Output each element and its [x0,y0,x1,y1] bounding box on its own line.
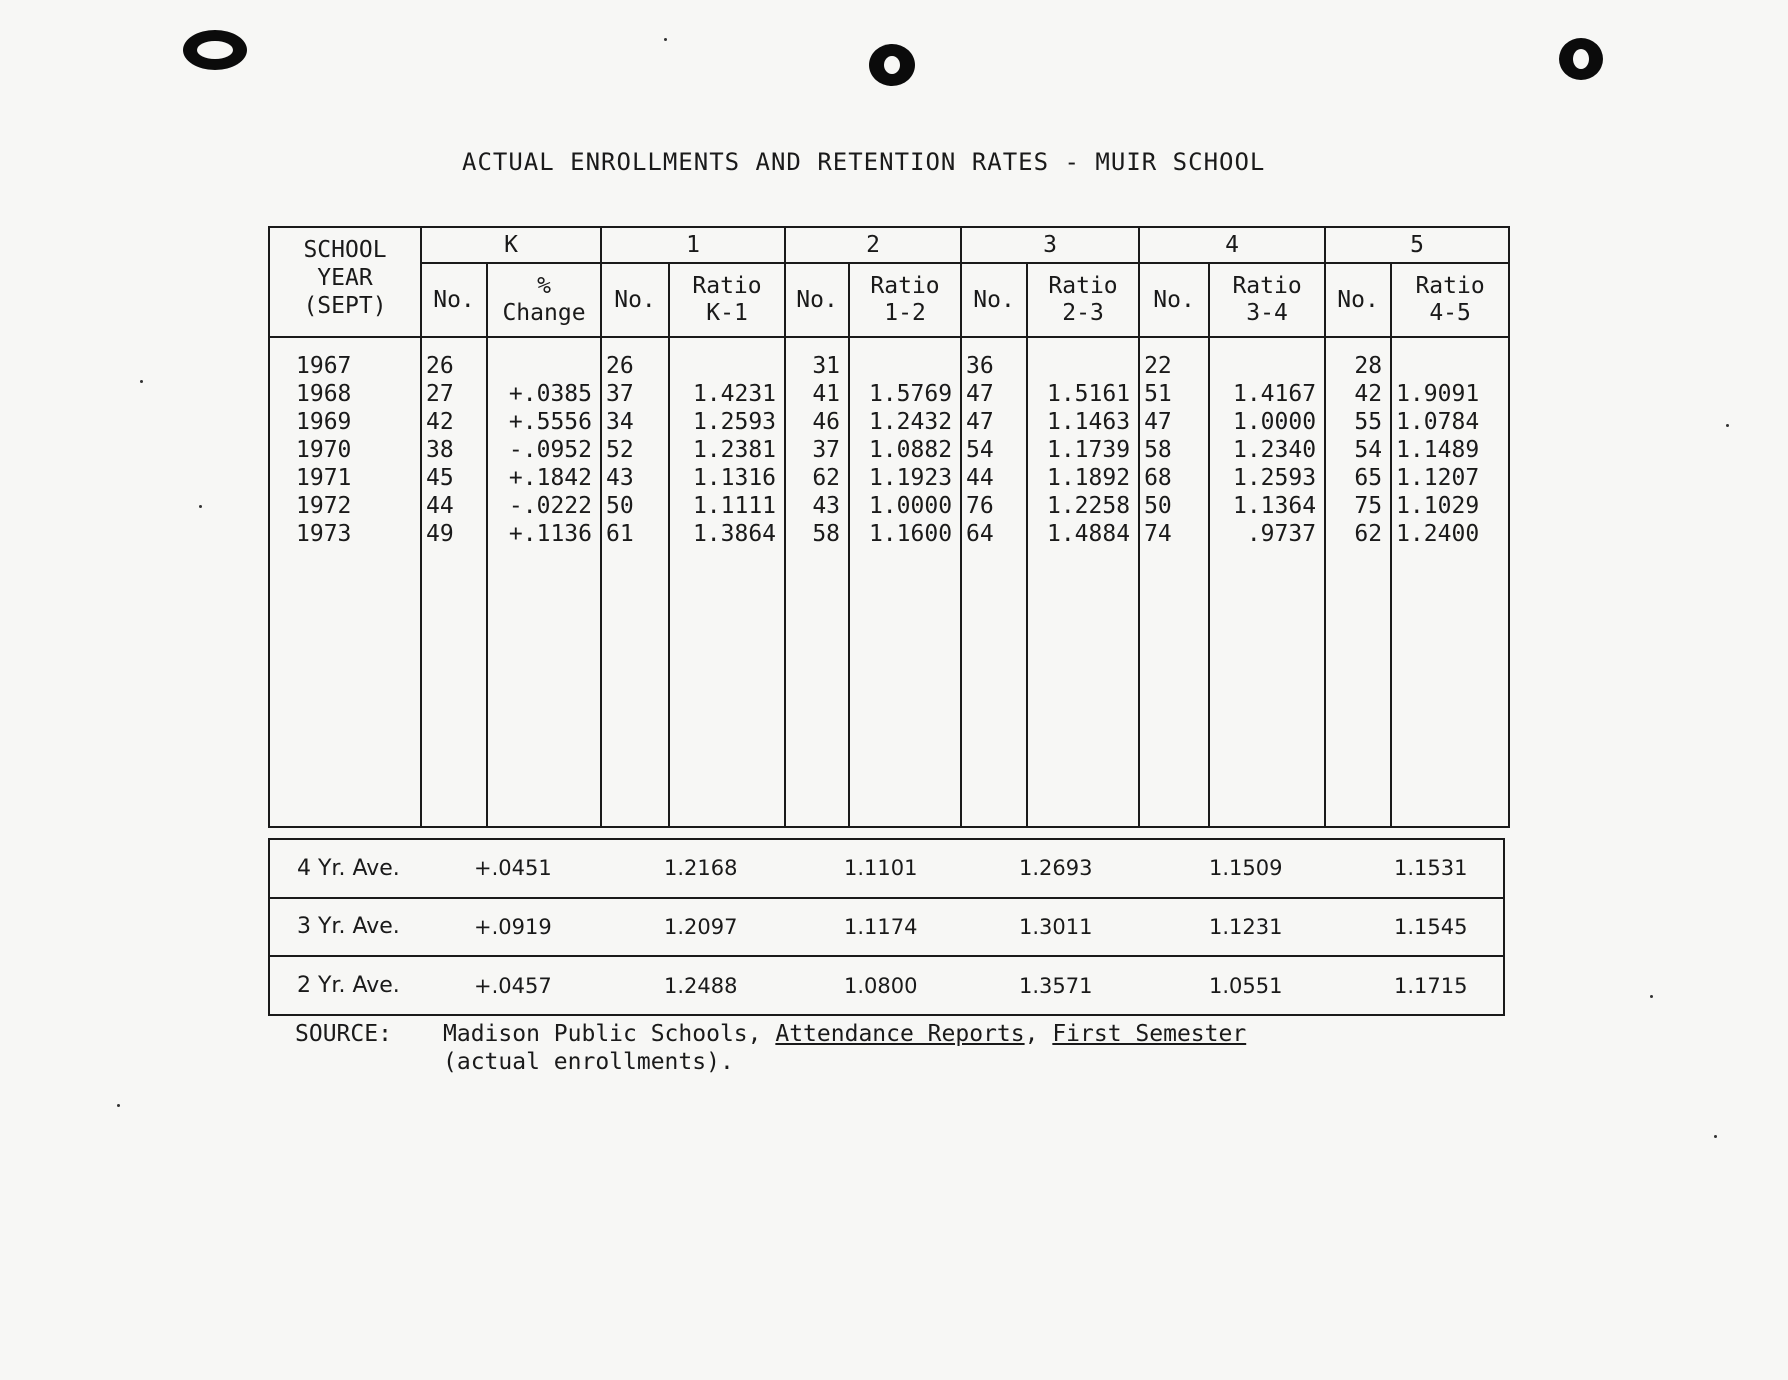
source-semester: First Semester [1052,1021,1247,1047]
table-cell: .9737 [1246,521,1317,547]
school-year-header: SCHOOL YEAR (SEPT) [269,227,421,337]
table-cell: 34 [606,409,634,435]
table-cell: 44 [426,493,454,519]
table-cell [1028,352,1130,380]
table-cell: 36 [966,353,994,379]
k-no-header: No. [421,263,487,337]
table-cell [670,352,776,380]
table-cell: 1.1600 [868,521,953,547]
table-cell: 64 [966,521,994,547]
table-cell: 75 [1354,493,1383,519]
table-cell: 37 [812,437,841,463]
table-cell: 55 [1354,409,1383,435]
average-value: 1.3011 [1019,898,1209,957]
table-cell: -.0222 [508,493,593,519]
table-cell: 1.4167 [1232,381,1317,407]
punch-hole-middle [869,44,915,86]
table-cell: 46 [812,409,841,435]
table-cell: 1973 [296,521,352,547]
k-no-column [421,337,487,827]
grade-2-header: 2 [785,227,961,263]
average-value: 1.1531 [1394,839,1504,898]
table-cell: 1.0000 [868,493,953,519]
g4-no-column [1139,337,1209,827]
page-title: ACTUAL ENROLLMENTS AND RETENTION RATES - MUIR SCHOOL [462,148,1266,176]
year-column [269,337,421,827]
average-label: 2 Yr. Ave. [269,956,474,1015]
column-header-row [269,263,1509,337]
table-cell: +.5556 [508,409,593,435]
average-value: 1.2168 [664,839,844,898]
averages-table [268,838,1505,1016]
table-cell: 51 [1144,381,1172,407]
table-cell: 1969 [296,409,352,435]
average-row [269,956,1504,1015]
table-cell: 1968 [296,381,352,407]
average-row [269,898,1504,957]
punch-hole-right [1559,38,1603,80]
ratio-34-column [1209,337,1325,827]
table-cell: 68 [1144,465,1172,491]
table-cell: +.1136 [508,521,593,547]
enrollment-table [268,226,1510,828]
table-body-row [269,337,1509,827]
table-cell: 1.1892 [1046,465,1131,491]
punch-hole-left [183,30,247,70]
grade-4-header: 4 [1139,227,1325,263]
table-cell: 42 [426,409,454,435]
table-cell: 1967 [296,353,352,379]
table-cell: 1.1463 [1046,409,1131,435]
ratio-45-header: Ratio 4-5 [1391,263,1509,337]
average-value: +.0451 [474,839,664,898]
g5-no-header: No. [1325,263,1391,337]
g1-no-header: No. [601,263,669,337]
table-cell: +.0385 [508,381,593,407]
table-cell: 1.2400 [1396,521,1480,547]
table-cell: 1.2593 [1232,465,1317,491]
average-value: 1.2488 [664,956,844,1015]
table-cell: 1.2340 [1232,437,1317,463]
table-cell: 26 [426,353,454,379]
table-cell: 47 [1144,409,1172,435]
average-value: +.0457 [474,956,664,1015]
table-cell: 37 [606,381,634,407]
table-cell: 1.3864 [692,521,777,547]
scan-speck [199,505,202,508]
table-cell: 38 [426,437,454,463]
g3-no-header: No. [961,263,1027,337]
table-cell: 1.5769 [868,381,953,407]
table-cell: 1.1207 [1396,465,1480,491]
ratio-12-header: Ratio 1-2 [849,263,961,337]
table-cell: 1.1923 [868,465,953,491]
table-cell: 62 [812,465,841,491]
ratio-23-header: Ratio 2-3 [1027,263,1139,337]
table-cell: 58 [812,521,841,547]
average-value: 1.1174 [844,898,1019,957]
table-cell: 58 [1144,437,1172,463]
grade-3-header: 3 [961,227,1139,263]
g5-no-column [1325,337,1391,827]
ratio-45-column [1391,337,1509,827]
average-label: 3 Yr. Ave. [269,898,474,957]
scan-speck [1650,995,1653,998]
table-cell: 54 [1354,437,1383,463]
source-line-2: (actual enrollments). [443,1049,734,1075]
table-cell: +.1842 [508,465,593,491]
table-cell: 74 [1144,521,1172,547]
table-cell: 1.2432 [868,409,953,435]
table-cell: 1.1489 [1396,437,1480,463]
scan-speck [1726,424,1729,427]
ratio-34-header: Ratio 3-4 [1209,263,1325,337]
grade-k-header: K [421,227,601,263]
table-cell: 1.2381 [692,437,777,463]
average-value: 1.1545 [1394,898,1504,957]
table-cell: 50 [1144,493,1172,519]
ratio-k1-column [669,337,785,827]
ratio-k1-header: Ratio K-1 [669,263,785,337]
table-cell: 54 [966,437,994,463]
g2-no-header: No. [785,263,849,337]
grade-5-header: 5 [1325,227,1509,263]
table-cell: 43 [812,493,841,519]
table-cell [488,352,592,380]
average-value: 1.1509 [1209,839,1394,898]
table-cell: 1970 [296,437,352,463]
table-cell: 44 [966,465,994,491]
table-cell: 1.0784 [1396,409,1480,435]
table-cell: 1.5161 [1046,381,1131,407]
table-cell: 1.0882 [868,437,953,463]
table-cell: 1.1111 [692,493,777,519]
k-pct-change-column [487,337,601,827]
g2-no-column [785,337,849,827]
table-cell: 1.1316 [692,465,777,491]
g3-no-column [961,337,1027,827]
table-cell [850,352,952,380]
average-value: 1.2693 [1019,839,1209,898]
table-cell: 1.2258 [1046,493,1131,519]
table-cell: 42 [1354,381,1383,407]
table-cell: 1.0000 [1232,409,1317,435]
table-cell: 50 [606,493,634,519]
table-cell: 76 [966,493,994,519]
table-cell: 1.1364 [1232,493,1317,519]
table-cell: 22 [1144,353,1172,379]
source-note [295,1020,1246,1076]
scan-speck [117,1104,120,1107]
average-value: 1.2097 [664,898,844,957]
table-cell: -.0952 [508,437,593,463]
k-pct-change-header: % Change [487,263,601,337]
average-row [269,839,1504,898]
table-cell: 26 [606,353,634,379]
table-cell: 27 [426,381,454,407]
table-cell: 47 [966,381,994,407]
table-cell: 1971 [296,465,352,491]
table-cell: 49 [426,521,454,547]
scan-speck [140,380,143,383]
average-value: 1.0800 [844,956,1019,1015]
table-cell: 1.1029 [1396,493,1480,519]
table-cell: 1.9091 [1396,381,1480,407]
scan-speck [1714,1135,1717,1138]
table-cell: 65 [1354,465,1383,491]
average-value: +.0919 [474,898,664,957]
table-cell: 31 [812,353,841,379]
table-cell: 52 [606,437,634,463]
table-cell: 1.4884 [1046,521,1131,547]
table-cell: 61 [606,521,634,547]
average-value: 1.3571 [1019,956,1209,1015]
g4-no-header: No. [1139,263,1209,337]
ratio-12-column [849,337,961,827]
source-separator: , [1024,1021,1039,1047]
table-cell: 28 [1354,353,1383,379]
source-publisher: Madison Public Schools, [443,1021,762,1047]
g1-no-column [601,337,669,827]
table-cell: 43 [606,465,634,491]
source-report-name: Attendance Reports [775,1021,1025,1047]
average-label: 4 Yr. Ave. [269,839,474,898]
average-value: 1.0551 [1209,956,1394,1015]
table-cell: 41 [812,381,841,407]
average-value: 1.1231 [1209,898,1394,957]
table-cell: 1.2593 [692,409,777,435]
table-cell: 62 [1354,521,1383,547]
table-cell: 1.1739 [1046,437,1131,463]
average-value: 1.1101 [844,839,1019,898]
table-cell [1396,352,1508,380]
grade-1-header: 1 [601,227,785,263]
average-value: 1.1715 [1394,956,1504,1015]
table-cell: 1972 [296,493,352,519]
grade-header-row [269,227,1509,263]
source-label: SOURCE: [295,1021,392,1047]
ratio-23-column [1027,337,1139,827]
table-cell: 45 [426,465,454,491]
scan-speck [664,38,667,41]
table-cell [1210,352,1316,380]
table-cell: 1.4231 [692,381,777,407]
table-cell: 47 [966,409,994,435]
